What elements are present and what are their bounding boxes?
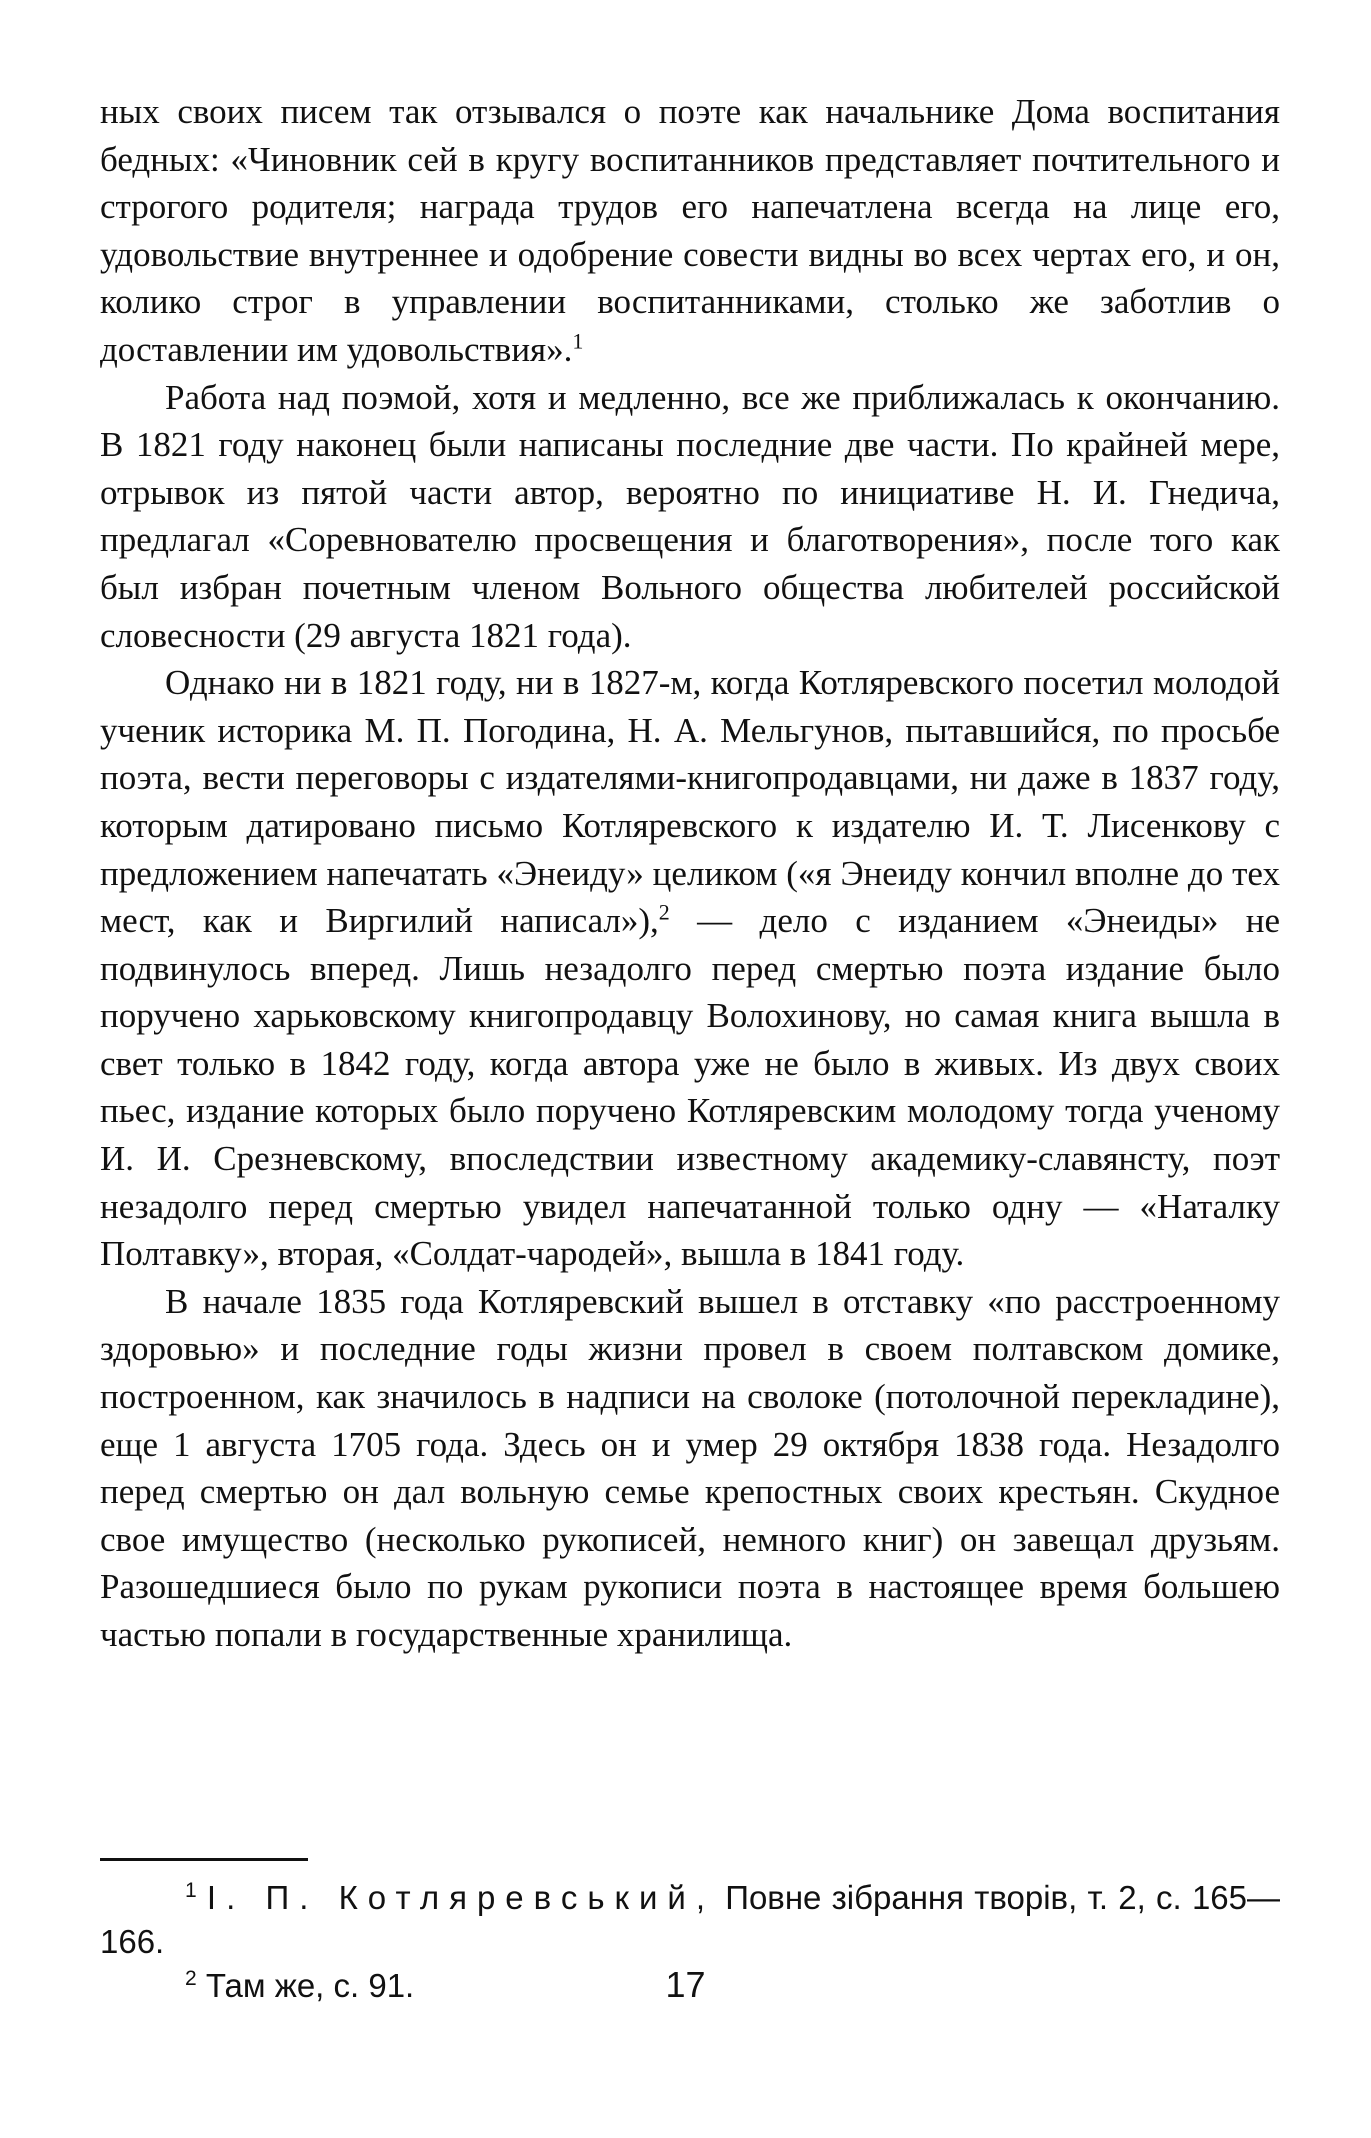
paragraph-2	[100, 374, 1280, 660]
paragraph-4-text: В начале 1835 года Котляревский вышел в отставку «по расстроенному здоровью» и последние годы жизни провел в своем полтавском домике, построенном, как значилось в надписи на сволоке (потолочной перекладине), еще 1 августа 1705 года. Здесь он и умер 29 октября 1838 года. Незадолго перед смертью он дал вольную семье крепостных своих крестьян. Скудное свое имущество (несколько рукописей, немного книг) он завещал друзьям. Разошедшиеся было по рукам рукописи поэта в настоящее время большею частью попали в государственные хранилища.	[100, 1281, 1280, 1654]
footnote-ref-1: 1	[572, 328, 584, 354]
footnote-1-author: І. П. Котляревський,	[206, 1879, 715, 1916]
main-text	[100, 88, 1280, 1659]
footnote-2-mark: 2	[185, 1967, 197, 1990]
paragraph-3-text-before: Однако ни в 1821 году, ни в 1827-м, когда Котляревского посетил молодой ученик историка М. П. Погодина, Н. А. Мельгунов, пытавшийся, по просьбе поэта, вести переговоры с издателями-книгопродавцами, ни даже в 1837 году, которым датировано письмо Котляревского к издателю И. Т. Лисенкову с предложением напечатать «Энеиду» целиком («я Энеиду кончил вполне до тех мест, как и Виргилий написал»),	[100, 663, 1280, 941]
paragraph-3	[100, 659, 1280, 1278]
page-number: 17	[665, 1964, 706, 2005]
paragraph-3-text-after: — дело с изданием «Энеиды» не подвинулось вперед. Лишь незадолго перед смертью поэта издание было поручено харьковскому книгопродавцу Волохинову, но самая книга вышла в свет только в 1842 году, когда автора уже не было в живых. Из двух своих пьес, издание которых было поручено Котляревским молодому тогда ученому И. И. Срезневскому, впоследствии известному академику-славянсту, поэт незадолго перед смертью увидел напечатанной только одну — «Наталку Полтавку», вторая, «Солдат-чародей», вышла в 1841 году.	[100, 901, 1280, 1274]
footnote-1	[100, 1876, 1280, 1964]
footnote-ref-2: 2	[658, 899, 670, 925]
paragraph-1	[100, 88, 1280, 374]
paragraph-2-text: Работа над поэмой, хотя и медленно, все же приближалась к окончанию. В 1821 году наконец были написаны последние две части. По крайней мере, отрывок из пятой части автор, вероятно по инициативе Н. И. Гнедича, предлагал «Соревнователю просвещения и благотворения», после того как был избран почетным членом Вольного общества любителей российской словесности (29 августа 1821 года).	[100, 377, 1280, 655]
footnote-1-text: Повне зібрання творів, т. 2, с. 165—166.	[100, 1879, 1281, 1960]
footnote-1-mark: 1	[185, 1879, 197, 1902]
footnote-separator	[100, 1858, 308, 1861]
footnote-2-text: Там же, с. 91.	[196, 1967, 415, 2004]
paragraph-1-text: ных своих писем так отзывался о поэте как начальнике Дома воспитания бедных: «Чиновник сей в кругу воспитанников представляет почтительного и строгого родителя; награда трудов его напечатлена всегда на лице его, удовольствие внутреннее и одобрение совести видны во всех чертах его, и он, колико строг в управлении воспитанниками, столько же заботлив о доставлении им удовольствия».	[100, 92, 1280, 369]
paragraph-4	[100, 1278, 1280, 1659]
